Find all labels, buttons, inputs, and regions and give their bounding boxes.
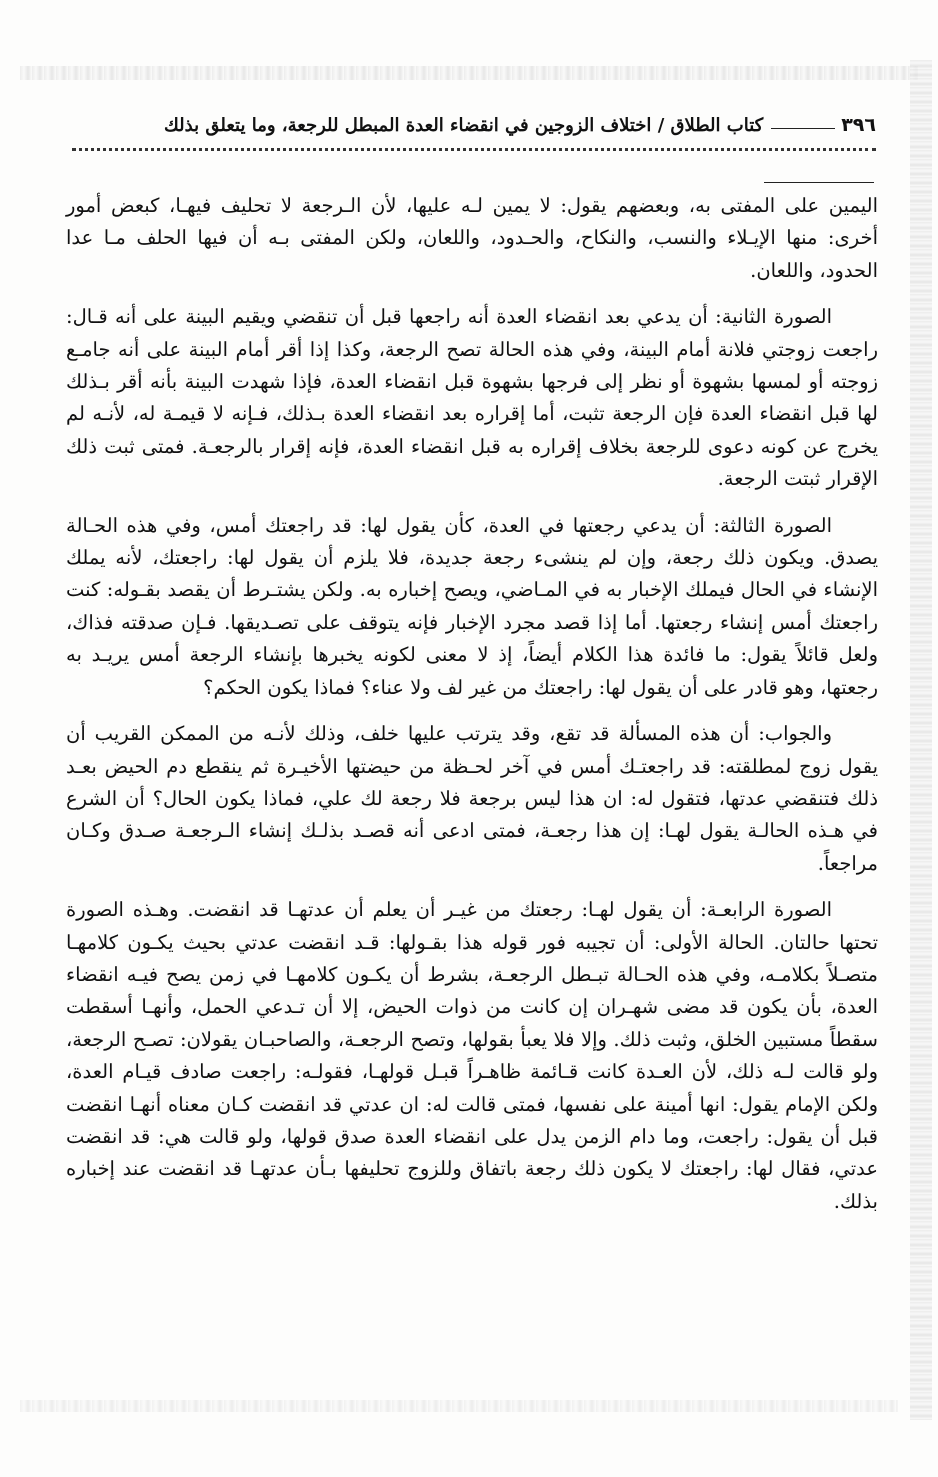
paragraph-second-case: الصورة الثانية: أن يدعي بعد انقضاء العدة أنه راجعها قبل أن تنقضي ويقيم البينة على أنه قـال: راجعت زوجتي فلانة أمام البينة، وفي هذه الحالة تصح الرجعة، وكذا إذا أقر أمام البينة على أنه جامـع زوجته أو لمسها بشهوة أو نظر إلى فرجها بشهوة قبل انقضاء العدة، فإذا شهدت البينة بأنه أقر بـذلك لها قبل انقضاء العدة فإن الرجعة تثبت، أما إقراره بعد انقضاء العدة بـذلك، فـإنه لا قيمـة له، لأنـه لم يخرج عن كونه دعوى للرجعة بخلاف إقراره به قبل انقضاء العدة، فإنه إقرار بالرجعـة. فمتى ثبت ذلك الإقرار ثبتت الرجعة. bbox=[66, 305, 878, 491]
continuation-rule bbox=[764, 182, 874, 183]
body-text bbox=[66, 190, 878, 1232]
paragraph-fourth-case: الصورة الرابعـة: أن يقول لهـا: رجعتك من غيـر أن يعلم أن عدتهـا قد انقضت. وهـذه الصورة تحتها حالتان. الحالة الأولى: أن تجيبه فور قوله هذا بقـولها: قـد انقضت عدتي بحيث يكـون كلامهـا متصـلاً بكلامـه، وفي هذه الحـالة تبـطل الرجعـة، بشرط أن يكـون كلامهـا في زمن يصح فيـه انقضاء العدة، بأن يكون قد مضى شهـران إن كانت من ذوات الحيض، إلا أن تـدعي الحمل، وأنهـا أسقطت سقطاً مستبين الخلق، وثبت ذلك. وإلا فلا يعبأ بقولها، وتصح الرجعـة، والصاحبـان يقولان: تصـح الرجعة، ولو قالت لـه ذلك، لأن العـدة كانت قـائمة ظاهـراً قبـل قولهـا، فقولـه: راجعت صادف قيـام العدة، ولكن الإمام يقول: انها أمينة على نفسها، فمتى قالت له: ان عدتي قد انقضت كـان معناه أنهـا انقضت قبل أن يقول: راجعت، وما دام الزمن يدل على انقضاء العدة صدق قولها، ولو قالت هي: قد انقضت عدتي، فقال لها: راجعتك لا يكون ذلك رجعة باتفاق وللزوج تحليفها بـأن عدتهـا قد انقضت عند إخباره بذلك. bbox=[66, 898, 878, 1213]
header-rule bbox=[771, 128, 835, 129]
paragraph-answer: والجواب: أن هذه المسألة قد تقع، وقد يترتب عليها خلف، وذلك لأنـه من الممكن القريب أن يقول زوج لمطلقته: قد راجعتـك أمس في آخر لحـظة من حيضتها الأخيـرة ثم ينقطع دم الحيض بعـد ذلك فتنقضي عدتها، فتقول له: ان هذا ليس برجعة فلا رجعة لك علي، فماذا يكون الحال؟ أن الشرع في هـذه الحالـة يقول لهـا: إن هذا رجعـة، فمتى ادعى أنه قصـد بذلـك إنشاء الـرجعـة صـدق وكـان مراجعاً. bbox=[66, 722, 878, 875]
page-number: ٣٩٦ bbox=[841, 114, 876, 136]
page-header bbox=[70, 108, 876, 142]
scan-border-top bbox=[20, 66, 918, 80]
scan-border-bottom bbox=[20, 1400, 898, 1412]
running-title: كتاب الطلاق / اختلاف الزوجين في انقضاء العدة المبطل للرجعة، وما يتعلق بذلك bbox=[163, 114, 764, 136]
header-dotted-divider bbox=[72, 148, 876, 151]
paragraph-continuation: اليمين على المفتى به، وبعضهم يقول: لا يمين لـه عليها، لأن الـرجعة لا تحليف فيهـا، كبعض أمور أخرى: منها الإيـلاء والنسب، والنكاح، والحـدود، واللعان، ولكن المفتى بـه أن فيها الحلف مـا عدا الحدود، واللعان. bbox=[66, 194, 878, 282]
paragraph-third-case: الصورة الثالثة: أن يدعي رجعتها في العدة، كأن يقول لها: قد راجعتك أمس، وفي هذه الحـالة يصدق. ويكون ذلك رجعة، وإن لم ينشىء رجعة جديدة، فلا يلزم أن يقول لها: راجعتك، لأنه يملك الإنشاء في الحال فيملك الإخبار به في المـاضي، ويصح إخباره به. ولكن يشتـرط أن يقصد بقـوله: كنت راجعتك أمس إنشاء رجعتها. أما إذا قصد مجرد الإخبار فإنه يتوقف على تصـديقها. فـإن صدقته فذاك، ولعل قائلاً يقول: ما فائدة هذا الكلام أيضاً، إذ لا معنى لكونه يخبرها بإنشاء الرجعة أمس يريـد به رجعتها، وهو قادر على أن يقول لها: راجعتك من غير لف ولا عناء؟ فماذا يكون الحكم؟ bbox=[66, 513, 878, 699]
scan-border-right bbox=[910, 60, 932, 1420]
